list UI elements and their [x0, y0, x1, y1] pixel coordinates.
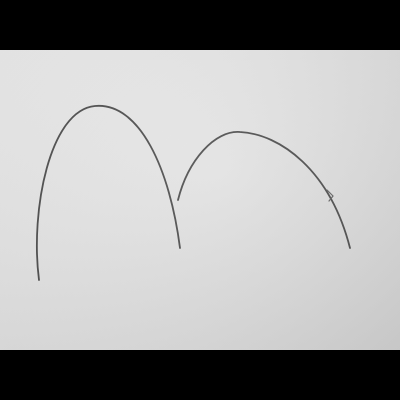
- pencil-drawing: [0, 50, 400, 350]
- right-arch-stroke: [178, 132, 350, 248]
- left-arch-stroke: [37, 106, 180, 280]
- paper-photo: [0, 50, 400, 350]
